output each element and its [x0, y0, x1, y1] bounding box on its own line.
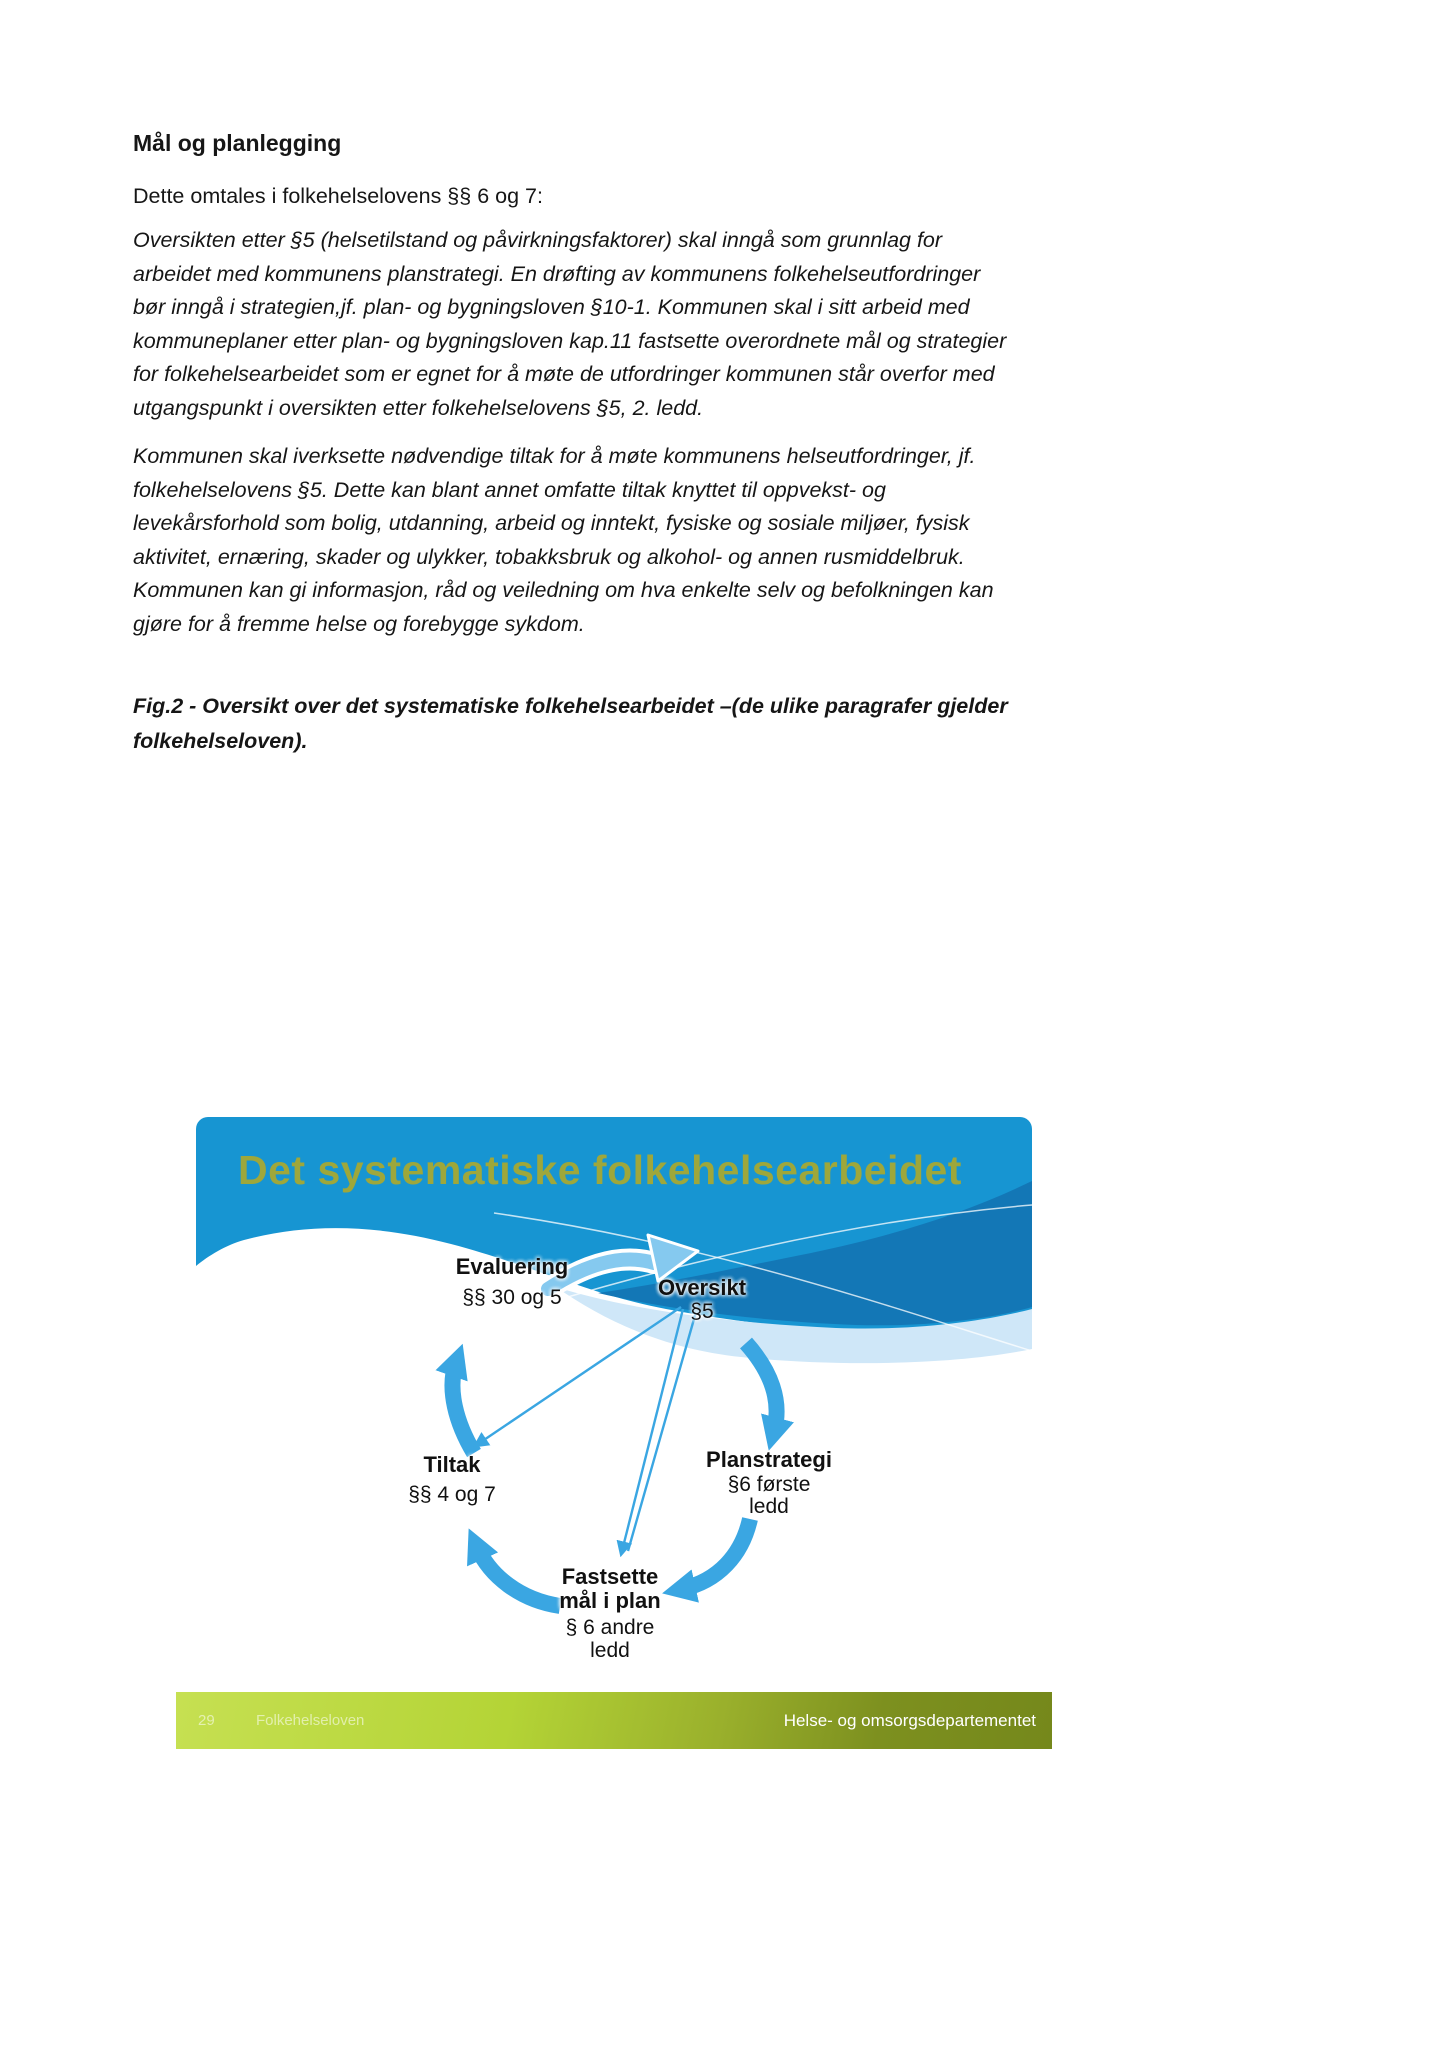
paragraph-line: aktivitet, ernæring, skader og ulykker, tobakksbruk og alkohol- og annen rusmiddelbruk.	[133, 544, 965, 569]
node-oversikt-ref: §5	[690, 1300, 714, 1323]
paragraph-line: Kommunen skal iverksette nødvendige tiltak for å møte kommunens helseutfordringer, jf.	[133, 444, 976, 468]
slide-footer	[176, 1692, 1052, 1749]
arrow-oversikt-to-tiltak-thin	[478, 1307, 681, 1444]
page-heading: Mål og planlegging	[133, 130, 342, 156]
arrow-oversikt-to-planstrategi	[746, 1343, 777, 1431]
arrow-tiltak-to-evaluering	[452, 1363, 474, 1453]
paragraph-line: bør inngå i strategien,jf. plan- og bygningsloven §10-1. Kommunen skal i sitt arbeid med	[133, 295, 970, 319]
paragraph-line: arbeidet med kommunens planstrategi. En drøfting av kommunens folkehelseutfordringer	[133, 261, 981, 286]
node-tiltak-label: Tiltak	[423, 1452, 481, 1477]
node-evaluering-label: Evaluering	[455, 1254, 569, 1279]
node-oversikt-label: Oversikt	[657, 1275, 747, 1300]
paragraph-line: utgangspunkt i oversikten etter folkehelselovens §5, 2. ledd.	[133, 395, 704, 420]
node-fastsette-label: Fastsette	[561, 1564, 659, 1589]
slide-page-number: 29	[198, 1712, 215, 1729]
paragraph-line: Oversikten etter §5 (helsetilstand og påvirkningsfaktorer) skal inngå som grunnlag for	[133, 228, 943, 252]
node-evaluering-ref: §§ 30 og 5	[462, 1286, 562, 1309]
paragraph-line: levekårsforhold som bolig, utdanning, arbeid og inntekt, fysiske og sosiale miljøer, fysisk	[133, 511, 970, 535]
paragraph-line: kommuneplaner etter plan- og bygningsloven kap.11 fastsette overordnete mål og strategier	[133, 328, 1007, 353]
figure-caption: Fig.2 - Oversikt over det systematiske folkehelsearbeidet –(de ulike paragrafer gjelder	[133, 694, 1008, 718]
arrow-oversikt-to-fastsette-thin	[622, 1309, 683, 1551]
node-tiltak-ref: §§ 4 og 7	[408, 1483, 496, 1506]
node-fastsette-label: mål i plan	[559, 1588, 661, 1613]
paragraph-line: for folkehelsearbeidet som er egnet for å møte de utfordringer kommunen står overfor med	[133, 362, 995, 386]
paragraph-line: gjøre for å fremme helse og forebygge sykdom.	[133, 611, 585, 636]
intro-text: Dette omtales i folkehelselovens §§ 6 og 7:	[133, 184, 543, 208]
slide-figure	[176, 1117, 1052, 1749]
slide-footer-document-name: Folkehelseloven	[256, 1712, 365, 1729]
slide-title: Det systematiske folkehelsearbeidet	[238, 1147, 962, 1193]
paragraph-line: Kommunen kan gi informasjon, råd og veiledning om hva enkelte selv og befolkningen kan	[133, 578, 994, 602]
node-fastsette-ref: § 6 andre	[565, 1616, 655, 1639]
node-planstrategi-ref: §6 første	[727, 1473, 811, 1496]
node-planstrategi-ref: ledd	[749, 1495, 789, 1518]
node-fastsette-ref: ledd	[590, 1639, 630, 1662]
figure-caption: folkehelseloven).	[133, 729, 308, 753]
node-planstrategi-label: Planstrategi	[706, 1447, 832, 1472]
slide-footer-organization: Helse- og omsorgsdepartementet	[783, 1711, 1036, 1730]
paragraph-line: folkehelselovens §5. Dette kan blant annet omfatte tiltak knyttet til oppvekst- og	[133, 477, 886, 502]
